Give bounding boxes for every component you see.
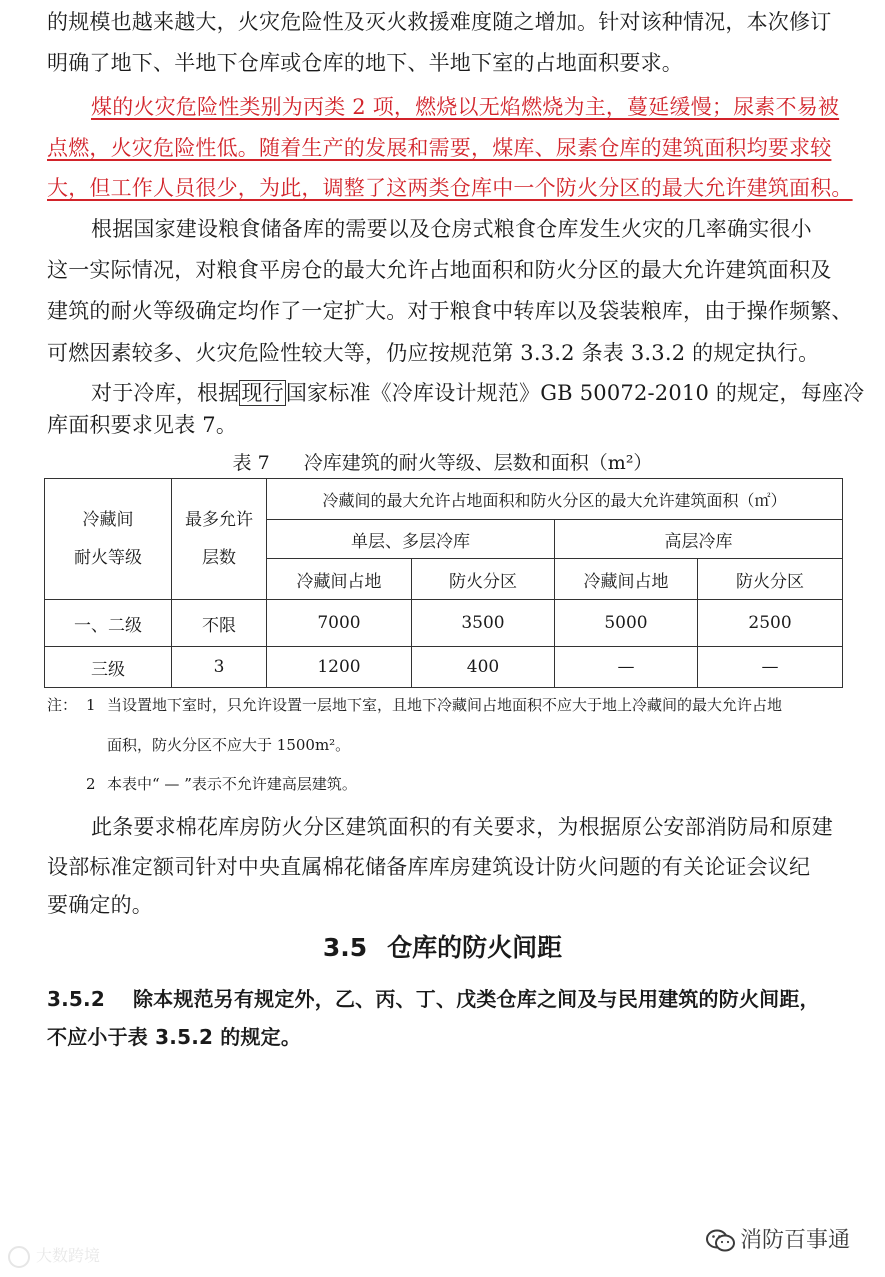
header-high-area: 冷藏间占地 [555, 559, 698, 600]
table-header-row [45, 479, 843, 520]
paragraph-line: 设部标准定额司针对中央直属棉花储备库库房建筑设计防火问题的有关论证会议纪 [47, 855, 811, 879]
header-text: 冷藏间 [82, 510, 134, 530]
table-cell: 5000 [555, 600, 698, 647]
wechat-icon [706, 1228, 736, 1254]
paragraph-line: 这一实际情况，对粮食平房仓的最大允许占地面积和防火分区的最大允许建筑面积及 [47, 258, 832, 282]
paragraph-line: 根据国家建设粮食储备库的需要以及仓房式粮食仓库发生火灾的几率确实很小 [91, 217, 812, 241]
table-cell: 不限 [172, 600, 267, 647]
note-number: 2 [86, 775, 96, 793]
header-text: 层数 [202, 548, 236, 568]
table-cell: 400 [412, 647, 555, 688]
clause-line [47, 984, 820, 1014]
table-cell: — [698, 647, 843, 688]
watermark-left [8, 1243, 100, 1268]
watermark-logo-icon [8, 1246, 30, 1268]
table-cell: 1200 [267, 647, 412, 688]
table-cell: 3500 [412, 600, 555, 647]
clause-line: 不应小于表 3.5.2 的规定。 [47, 1025, 302, 1049]
note-text: 本表中“ — ”表示不允许建高层建筑。 [107, 775, 357, 793]
header-low-rise: 单层、多层冷库 [267, 520, 555, 559]
highlighted-line: 点燃，火灾危险性低。随着生产的发展和需要，煤库、尿素仓库的建筑面积均要求较 [47, 136, 832, 160]
clause-text: 除本规范另有规定外，乙、丙、丁、戊类仓库之间及与民用建筑的防火间距， [132, 987, 820, 1011]
table-cell: 一、二级 [45, 600, 172, 647]
header-fire-rating [45, 479, 172, 600]
table-caption-unit: （m²） [588, 452, 653, 474]
table-cell: — [555, 647, 698, 688]
watermark-left-text: 大数跨境 [36, 1246, 101, 1265]
text-span: 对于冷库，根据 [91, 381, 240, 405]
paragraph-line: 要确定的。 [47, 893, 153, 917]
section-heading [0, 931, 885, 965]
table-cell: 2500 [698, 600, 843, 647]
note-text: 面积，防火分区不应大于 1500m²。 [107, 736, 351, 754]
clause-number: 3.5.2 [47, 987, 105, 1011]
table-row [45, 647, 843, 688]
paragraph-line [91, 378, 864, 408]
header-max-floors [172, 479, 267, 600]
table-row [45, 600, 843, 647]
boxed-term: 现行 [241, 381, 284, 405]
paragraph-line: 建筑的耐火等级确定均作了一定扩大。对于粮食中转库以及袋装粮库，由于操作频繁、 [47, 299, 853, 323]
paragraph-line: 可燃因素较多、火灾危险性较大等，仍应按规范第 3.3.2 条表 3.3.2 的规定执行。 [47, 341, 820, 365]
section-number: 3.5 [322, 933, 368, 962]
section-title: 仓库的防火间距 [387, 933, 563, 962]
watermark-right-text: 消防百事通 [740, 1228, 851, 1253]
header-text: 最多允许 [185, 510, 253, 530]
paragraph-line: 的规模也越来越大，火灾危险性及灭火救援难度随之增加。针对该种情况，本次修订 [47, 10, 832, 34]
header-max-area: 冷藏间的最大允许占地面积和防火分区的最大允许建筑面积（㎡） [267, 479, 843, 520]
header-high-rise: 高层冷库 [555, 520, 843, 559]
header-text: 耐火等级 [74, 548, 142, 568]
text-span: 国家标准《冷库设计规范》GB 50072-2010 的规定，每座冷 [285, 381, 865, 405]
paragraph-line: 库面积要求见表 7。 [47, 413, 238, 437]
header-low-zone: 防火分区 [412, 559, 555, 600]
table-cell: 3 [172, 647, 267, 688]
highlighted-line: 大，但工作人员很少，为此，调整了这两类仓库中一个防火分区的最大允许建筑面积。 [47, 176, 853, 200]
paragraph-line: 明确了地下、半地下仓库或仓库的地下、半地下室的占地面积要求。 [47, 51, 683, 75]
note-text: 当设置地下室时，只允许设置一层地下室，且地下冷藏间占地面积不应大于地上冷藏间的最大允许占地 [107, 696, 783, 714]
table-caption-title: 冷库建筑的耐火等级、层数和面积 [303, 452, 589, 474]
table-cell: 三级 [45, 647, 172, 688]
table-caption-number: 表 7 [232, 452, 270, 474]
highlighted-line: 煤的火灾危险性类别为丙类 2 项，燃烧以无焰燃烧为主，蔓延缓慢；尿素不易被 [91, 95, 840, 119]
header-low-area: 冷藏间占地 [267, 559, 412, 600]
header-high-zone: 防火分区 [698, 559, 843, 600]
paragraph-line: 此条要求棉花库房防火分区建筑面积的有关要求，为根据原公安部消防局和原建 [91, 815, 833, 839]
note-label: 注： [47, 696, 78, 714]
table-cell: 7000 [267, 600, 412, 647]
table-caption [0, 449, 885, 477]
watermark-right [706, 1223, 850, 1254]
note-number: 1 [86, 696, 96, 714]
cold-storage-table [44, 478, 843, 688]
